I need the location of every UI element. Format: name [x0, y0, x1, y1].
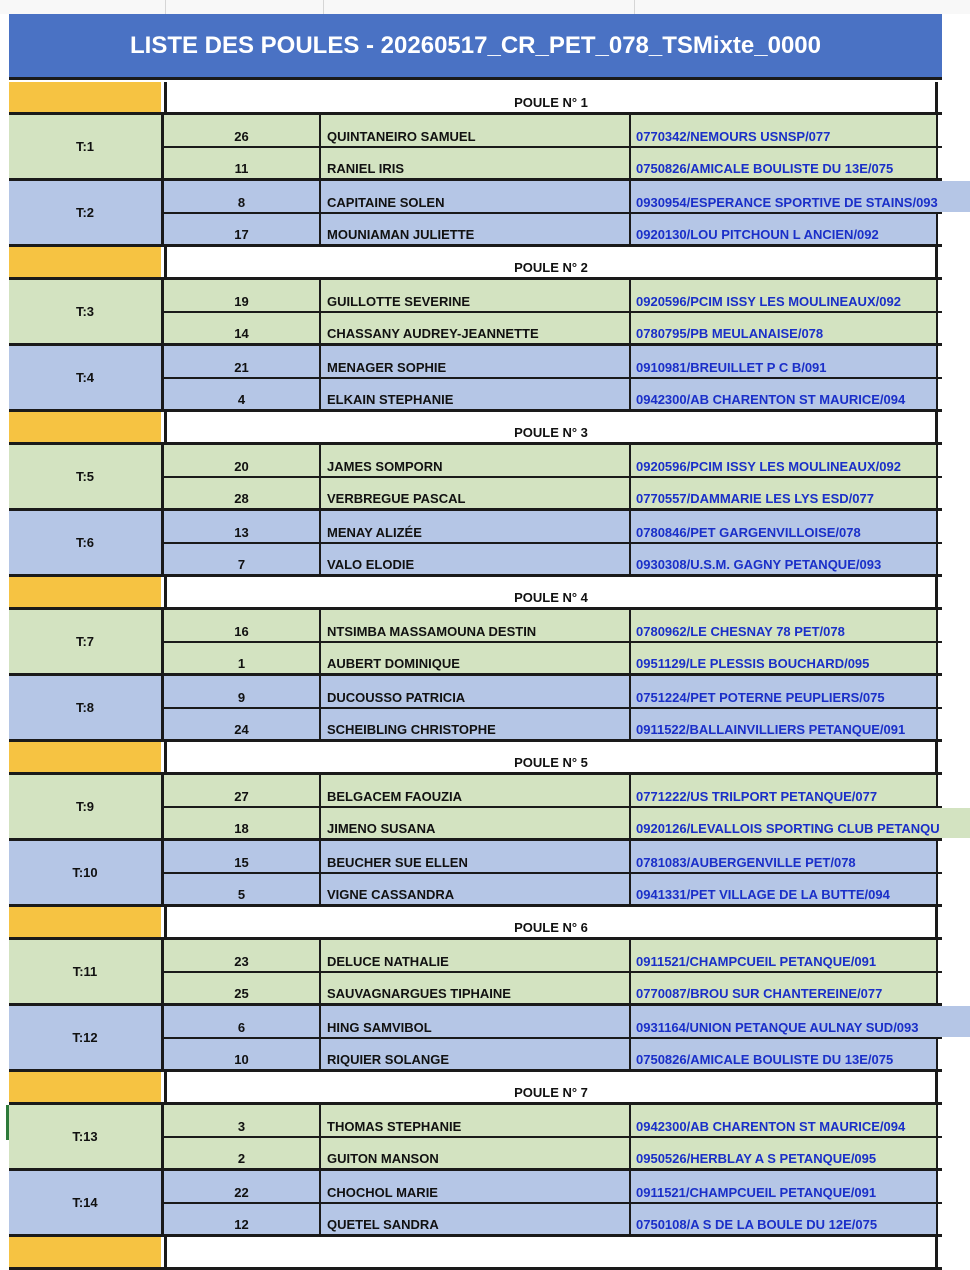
- player-club[interactable]: 0911521/CHAMPCUEIL PETANQUE/091: [631, 1171, 938, 1202]
- player-row: [164, 379, 942, 409]
- player-name[interactable]: GUITON MANSON: [321, 1138, 631, 1168]
- player-row: [164, 874, 942, 904]
- team-label[interactable]: T:3: [9, 280, 161, 343]
- player-name[interactable]: CAPITAINE SOLEN: [321, 181, 631, 212]
- player-row: [164, 709, 942, 739]
- player-club[interactable]: 0770342/NEMOURS USNSP/077: [631, 115, 938, 146]
- poule-header: [9, 247, 942, 280]
- team-row: [9, 841, 942, 907]
- player-club[interactable]: 0942300/AB CHARENTON ST MAURICE/094: [631, 1105, 938, 1136]
- poule-marker: [9, 1072, 161, 1102]
- player-name[interactable]: RIQUIER SOLANGE: [321, 1039, 631, 1069]
- player-name[interactable]: DUCOUSSO PATRICIA: [321, 676, 631, 707]
- team-label[interactable]: T:9: [9, 775, 161, 838]
- player-row: [164, 973, 942, 1003]
- team-row: [9, 775, 942, 841]
- player-name[interactable]: RANIEL IRIS: [321, 148, 631, 178]
- player-name[interactable]: DELUCE NATHALIE: [321, 940, 631, 971]
- poule-marker: [9, 742, 161, 772]
- team-row: [9, 280, 942, 346]
- player-number[interactable]: 25: [164, 973, 321, 1003]
- team-row: [9, 1171, 942, 1237]
- player-name[interactable]: JAMES SOMPORN: [321, 445, 631, 476]
- player-name[interactable]: AUBERT DOMINIQUE: [321, 643, 631, 673]
- poule-title[interactable]: POULE N° 6: [164, 907, 938, 937]
- team-row: [9, 445, 942, 511]
- player-row: [164, 511, 942, 544]
- player-number[interactable]: 12: [164, 1204, 321, 1234]
- player-row: [164, 181, 942, 214]
- player-row: [164, 1006, 942, 1039]
- player-number[interactable]: 8: [164, 181, 321, 212]
- player-number[interactable]: 5: [164, 874, 321, 904]
- player-row: [164, 940, 942, 973]
- player-number[interactable]: 4: [164, 379, 321, 409]
- poule-header: [9, 1072, 942, 1105]
- team-row: [9, 940, 942, 1006]
- player-row: [164, 808, 942, 838]
- player-row: [164, 346, 942, 379]
- team-row: [9, 115, 942, 181]
- player-name[interactable]: MOUNIAMAN JULIETTE: [321, 214, 631, 244]
- team-row: [9, 181, 942, 247]
- player-name[interactable]: MENAGER SOPHIE: [321, 346, 631, 377]
- poule-title[interactable]: POULE N° 2: [164, 247, 938, 277]
- player-row: [164, 841, 942, 874]
- player-number[interactable]: 3: [164, 1105, 321, 1136]
- poule-title[interactable]: POULE N° 1: [164, 82, 938, 112]
- player-club[interactable]: 0951129/LE PLESSIS BOUCHARD/095: [631, 643, 938, 673]
- player-club[interactable]: 0911522/BALLAINVILLIERS PETANQUE/091: [631, 709, 938, 739]
- player-row: [164, 643, 942, 673]
- player-club[interactable]: 0920596/PCIM ISSY LES MOULINEAUX/092: [631, 280, 938, 311]
- poule-marker: [9, 577, 161, 607]
- team-label[interactable]: T:11: [9, 940, 161, 1003]
- player-club[interactable]: 0931164/UNION PETANQUE AULNAY SUD/093: [631, 1006, 970, 1037]
- player-club[interactable]: 0781083/AUBERGENVILLE PET/078: [631, 841, 938, 872]
- team-label[interactable]: T:2: [9, 181, 161, 244]
- player-number[interactable]: 6: [164, 1006, 321, 1037]
- poule-marker: [9, 247, 161, 277]
- player-name[interactable]: MENAY ALIZÉE: [321, 511, 631, 542]
- player-row: [164, 676, 942, 709]
- team-row: [9, 676, 942, 742]
- player-club[interactable]: 0771222/US TRILPORT PETANQUE/077: [631, 775, 938, 806]
- player-number[interactable]: 14: [164, 313, 321, 343]
- player-row: [164, 280, 942, 313]
- poule-header: [9, 82, 942, 115]
- player-name[interactable]: QUINTANEIRO SAMUEL: [321, 115, 631, 146]
- player-row: [164, 148, 942, 178]
- player-name[interactable]: VIGNE CASSANDRA: [321, 874, 631, 904]
- player-name[interactable]: GUILLOTTE SEVERINE: [321, 280, 631, 311]
- player-row: [164, 115, 942, 148]
- player-number[interactable]: 18: [164, 808, 321, 838]
- player-club[interactable]: 0751224/PET POTERNE PEUPLIERS/075: [631, 676, 938, 707]
- player-name[interactable]: QUETEL SANDRA: [321, 1204, 631, 1234]
- player-name[interactable]: BELGACEM FAOUZIA: [321, 775, 631, 806]
- player-club[interactable]: 0780846/PET GARGENVILLOISE/078: [631, 511, 938, 542]
- player-club[interactable]: 0941331/PET VILLAGE DE LA BUTTE/094: [631, 874, 938, 904]
- player-number[interactable]: 24: [164, 709, 321, 739]
- team-label[interactable]: T:7: [9, 610, 161, 673]
- team-row: [9, 346, 942, 412]
- player-number[interactable]: 11: [164, 148, 321, 178]
- team-row: [9, 1105, 942, 1171]
- team-label[interactable]: T:6: [9, 511, 161, 574]
- player-number[interactable]: 16: [164, 610, 321, 641]
- player-club[interactable]: 0942300/AB CHARENTON ST MAURICE/094: [631, 379, 938, 409]
- player-number[interactable]: 15: [164, 841, 321, 872]
- poule-marker: [9, 412, 161, 442]
- team-label[interactable]: T:5: [9, 445, 161, 508]
- player-club[interactable]: 0780795/PB MEULANAISE/078: [631, 313, 938, 343]
- poule-marker: [9, 1237, 161, 1267]
- team-label[interactable]: T:1: [9, 115, 161, 178]
- player-row: [164, 610, 942, 643]
- player-name[interactable]: BEUCHER SUE ELLEN: [321, 841, 631, 872]
- player-number[interactable]: 23: [164, 940, 321, 971]
- player-name[interactable]: HING SAMVIBOL: [321, 1006, 631, 1037]
- team-row: [9, 610, 942, 676]
- player-row: [164, 214, 942, 244]
- player-row: [164, 1204, 942, 1234]
- player-club[interactable]: 0930954/ESPERANCE SPORTIVE DE STAINS/093: [631, 181, 970, 212]
- player-row: [164, 1138, 942, 1168]
- player-club[interactable]: 0911521/CHAMPCUEIL PETANQUE/091: [631, 940, 938, 971]
- team-label[interactable]: T:12: [9, 1006, 161, 1069]
- poule-title[interactable]: POULE N° 3: [164, 412, 938, 442]
- player-row: [164, 544, 942, 574]
- player-club[interactable]: 0750826/AMICALE BOULISTE DU 13E/075: [631, 148, 938, 178]
- player-club[interactable]: 0770087/BROU SUR CHANTEREINE/077: [631, 973, 938, 1003]
- team-label[interactable]: T:10: [9, 841, 161, 904]
- player-number[interactable]: 13: [164, 511, 321, 542]
- player-club[interactable]: 0780962/LE CHESNAY 78 PET/078: [631, 610, 938, 641]
- player-row: [164, 313, 942, 343]
- player-name[interactable]: VERBREGUE PASCAL: [321, 478, 631, 508]
- player-number[interactable]: 2: [164, 1138, 321, 1168]
- player-name[interactable]: NTSIMBA MASSAMOUNA DESTIN: [321, 610, 631, 641]
- poule-header: [9, 577, 942, 610]
- player-row: [164, 775, 942, 808]
- player-club[interactable]: 0920130/LOU PITCHOUN L ANCIEN/092: [631, 214, 938, 244]
- player-number[interactable]: 7: [164, 544, 321, 574]
- page-title: LISTE DES POULES - 20260517_CR_PET_078_TSMixte_0000: [9, 14, 942, 80]
- player-number[interactable]: 21: [164, 346, 321, 377]
- team-label[interactable]: T:14: [9, 1171, 161, 1234]
- player-number[interactable]: 27: [164, 775, 321, 806]
- player-club[interactable]: 0920596/PCIM ISSY LES MOULINEAUX/092: [631, 445, 938, 476]
- player-club[interactable]: 0750108/A S DE LA BOULE DU 12E/075: [631, 1204, 938, 1234]
- player-number[interactable]: 1: [164, 643, 321, 673]
- poule-title[interactable]: POULE N° 5: [164, 742, 938, 772]
- player-number[interactable]: 19: [164, 280, 321, 311]
- team-row: [9, 1006, 942, 1072]
- player-row: [164, 1105, 942, 1138]
- player-row: [164, 478, 942, 508]
- player-row: [164, 445, 942, 478]
- player-row: [164, 1039, 942, 1069]
- player-club[interactable]: 0750826/AMICALE BOULISTE DU 13E/075: [631, 1039, 938, 1069]
- team-label[interactable]: T:13: [9, 1105, 161, 1168]
- player-name[interactable]: THOMAS STEPHANIE: [321, 1105, 631, 1136]
- spreadsheet-grid: [0, 0, 970, 14]
- player-number[interactable]: 17: [164, 214, 321, 244]
- poule-header: [9, 907, 942, 940]
- player-club[interactable]: 0920126/LEVALLOIS SPORTING CLUB PETANQU: [631, 808, 970, 838]
- team-label[interactable]: T:4: [9, 346, 161, 409]
- poule-header: [9, 412, 942, 445]
- poule-title[interactable]: POULE N° 4: [164, 577, 938, 607]
- player-row: [164, 1171, 942, 1204]
- team-label[interactable]: T:8: [9, 676, 161, 739]
- player-name[interactable]: CHASSANY AUDREY-JEANNETTE: [321, 313, 631, 343]
- player-name[interactable]: SCHEIBLING CHRISTOPHE: [321, 709, 631, 739]
- player-name[interactable]: CHOCHOL MARIE: [321, 1171, 631, 1202]
- team-row: [9, 511, 942, 577]
- player-number[interactable]: 9: [164, 676, 321, 707]
- poule-header: [9, 1237, 942, 1270]
- poule-title[interactable]: POULE N° 7: [164, 1072, 938, 1102]
- player-name[interactable]: VALO ELODIE: [321, 544, 631, 574]
- poule-title[interactable]: [164, 1237, 938, 1267]
- player-number[interactable]: 22: [164, 1171, 321, 1202]
- player-name[interactable]: ELKAIN STEPHANIE: [321, 379, 631, 409]
- player-club[interactable]: 0910981/BREUILLET P C B/091: [631, 346, 938, 377]
- player-club[interactable]: 0950526/HERBLAY A S PETANQUE/095: [631, 1138, 938, 1168]
- player-name[interactable]: JIMENO SUSANA: [321, 808, 631, 838]
- poule-marker: [9, 82, 161, 112]
- player-number[interactable]: 28: [164, 478, 321, 508]
- player-name[interactable]: SAUVAGNARGUES TIPHAINE: [321, 973, 631, 1003]
- player-club[interactable]: 0770557/DAMMARIE LES LYS ESD/077: [631, 478, 938, 508]
- poule-marker: [9, 907, 161, 937]
- player-club[interactable]: 0930308/U.S.M. GAGNY PETANQUE/093: [631, 544, 938, 574]
- poule-header: [9, 742, 942, 775]
- player-number[interactable]: 10: [164, 1039, 321, 1069]
- player-number[interactable]: 26: [164, 115, 321, 146]
- player-number[interactable]: 20: [164, 445, 321, 476]
